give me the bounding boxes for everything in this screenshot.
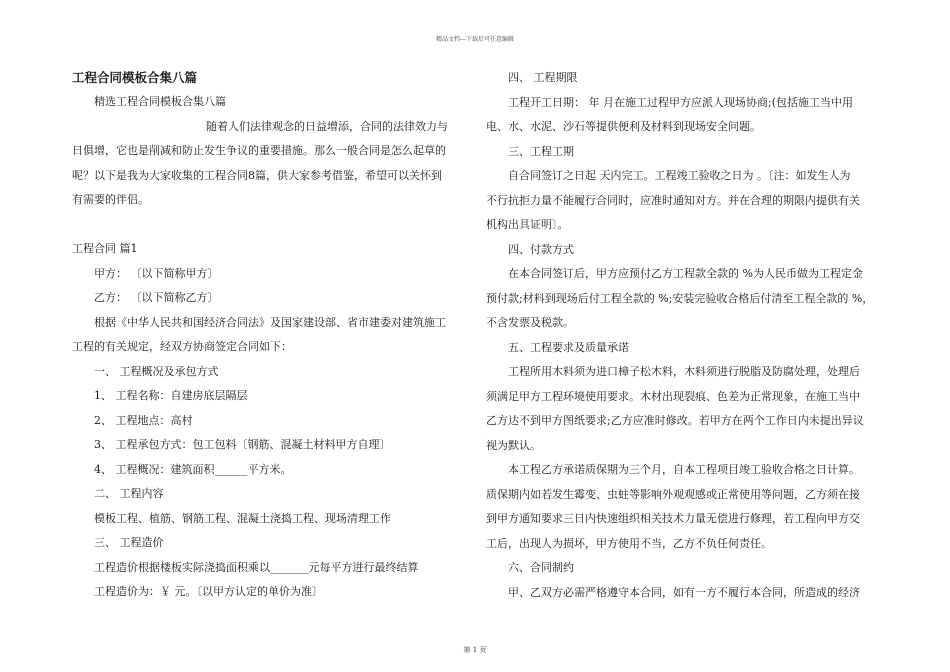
- clause-item: 1、 工程名称：自建房底层隔层: [94, 389, 248, 402]
- body-line: 六、合同制约: [508, 561, 574, 574]
- body-line: 工程所用木料须为进口樟子松木料，木料须进行脱脂及防腐处理，处理后: [508, 365, 860, 378]
- body-line: 工后，出现人为损坏，甲方使用不当，乙方不负任何责任。: [486, 536, 772, 550]
- body-line: 自合同签订之日起 天内完工。工程竣工验收之日为 。〔注：如发生人为: [508, 169, 851, 182]
- body-line: 预付款;材料到现场后付工程全款的 %;安装完验收合格后付清至工程全款的 %，: [486, 291, 874, 305]
- page-header: 精品文档---下载后可任意编辑: [435, 36, 515, 43]
- clause-item: 工程造价为：￥ 元。〔以甲方认定的单价为准〕: [94, 585, 323, 598]
- intro-line-1: 随着人们法律观念的日益增添，合同的法律效力与: [206, 119, 448, 133]
- body-line: 在本合同签订后，甲方应预付乙方工程款全款的 %为人民币做为工程定金: [508, 267, 863, 280]
- intro-line-4: 有需要的伴侣。: [72, 193, 149, 206]
- right-column: [486, 66, 881, 605]
- basis-line-1: 根据《中华人民共和国经济合同法》及国家建设部、省市建委对建筑施工: [94, 315, 446, 329]
- section-heading: 工程合同 篇1: [72, 242, 138, 255]
- document-title: 工程合同模板合集八篇: [72, 70, 198, 85]
- clause-item: 3、 工程承包方式：包工包料〔钢筋、混凝土材料甲方自理〕: [94, 438, 391, 451]
- left-column: [72, 66, 467, 605]
- body-line: 五、工程要求及质量承诺: [508, 340, 629, 354]
- body-line: 机构出具证明〕。: [486, 218, 569, 231]
- clause-item: 三、 工程造价: [94, 536, 164, 549]
- body-line: 工程开工日期： 年 月在施工过程甲方应派人现场协商;(包括施工当中用: [508, 95, 853, 109]
- body-line: 须满足甲方工程环境使用要求。木材出现裂痕、色差为正常现象，在施工当中: [486, 389, 860, 403]
- body-line: 四、付款方式: [508, 242, 574, 256]
- body-line: 电、水、水泥、沙石等提供便利及材料到现场安全问题。: [486, 120, 761, 133]
- body-line: 甲、乙双方必需严格遵守本合同，如有一方不履行本合同，所造成的经济: [508, 585, 860, 599]
- document-subtitle: 精选工程合同模板合集八篇: [94, 95, 226, 108]
- clause-item: 二、 工程内容: [94, 487, 164, 500]
- intro-line-2: 日俱增，它也是削减和防止发生争议的重要措施。那么一般合同是怎么起草的: [72, 144, 446, 157]
- body-line: 到甲方通知要求三日内快速组织相关技术力量无偿进行修理，若工程向甲方交: [486, 512, 860, 525]
- clause-item: 工程造价根据楼板实际浇捣面积乘以_______元每平方进行最终结算: [94, 560, 419, 574]
- clause-item: 模板工程、植筋、钢筋工程、混凝土浇捣工程、现场清理工作: [94, 511, 391, 525]
- body-line: 乙方达不到甲方图纸要求;乙方应准时修改。若甲方在两个工作日内未提出异议: [486, 414, 864, 427]
- clause-item: 2、 工程地点：高村: [94, 413, 193, 427]
- clause-item: 一、 工程概况及承包方式: [94, 364, 219, 378]
- basis-line-2: 工程的有关规定，经双方协商签定合同如下：: [72, 340, 292, 353]
- clause-item: 4、 工程概况：建筑面积______平方米。: [94, 462, 292, 476]
- body-line: 四、 工程期限: [508, 71, 578, 84]
- body-line: 不含发票及税款。: [486, 316, 574, 329]
- body-line: 不行抗拒力量不能履行合同时，应准时通知对方。并在合理的期限内提供有关: [486, 193, 860, 207]
- intro-line-3: 呢？以下是我为大家收集的工程合同8篇，供大家参考借鉴，希望可以关怀到: [72, 168, 442, 182]
- body-line: 本工程乙方承诺质保期为三个月，自本工程项目竣工验收合格之日计算。: [508, 463, 860, 476]
- spacer: [72, 213, 467, 238]
- body-line: 视为默认。: [486, 438, 541, 452]
- body-line: 三、工程工期: [508, 144, 574, 158]
- party-b: 乙方： 〔以下简称乙方〕: [94, 291, 219, 304]
- body-line: 质保期内如若发生霉变、虫蛀等影响外观观感或正常使用等问题，乙方须在接: [486, 487, 860, 501]
- page-number: 第 1 页: [463, 646, 487, 654]
- party-a: 甲方： 〔以下简称甲方〕: [94, 266, 219, 280]
